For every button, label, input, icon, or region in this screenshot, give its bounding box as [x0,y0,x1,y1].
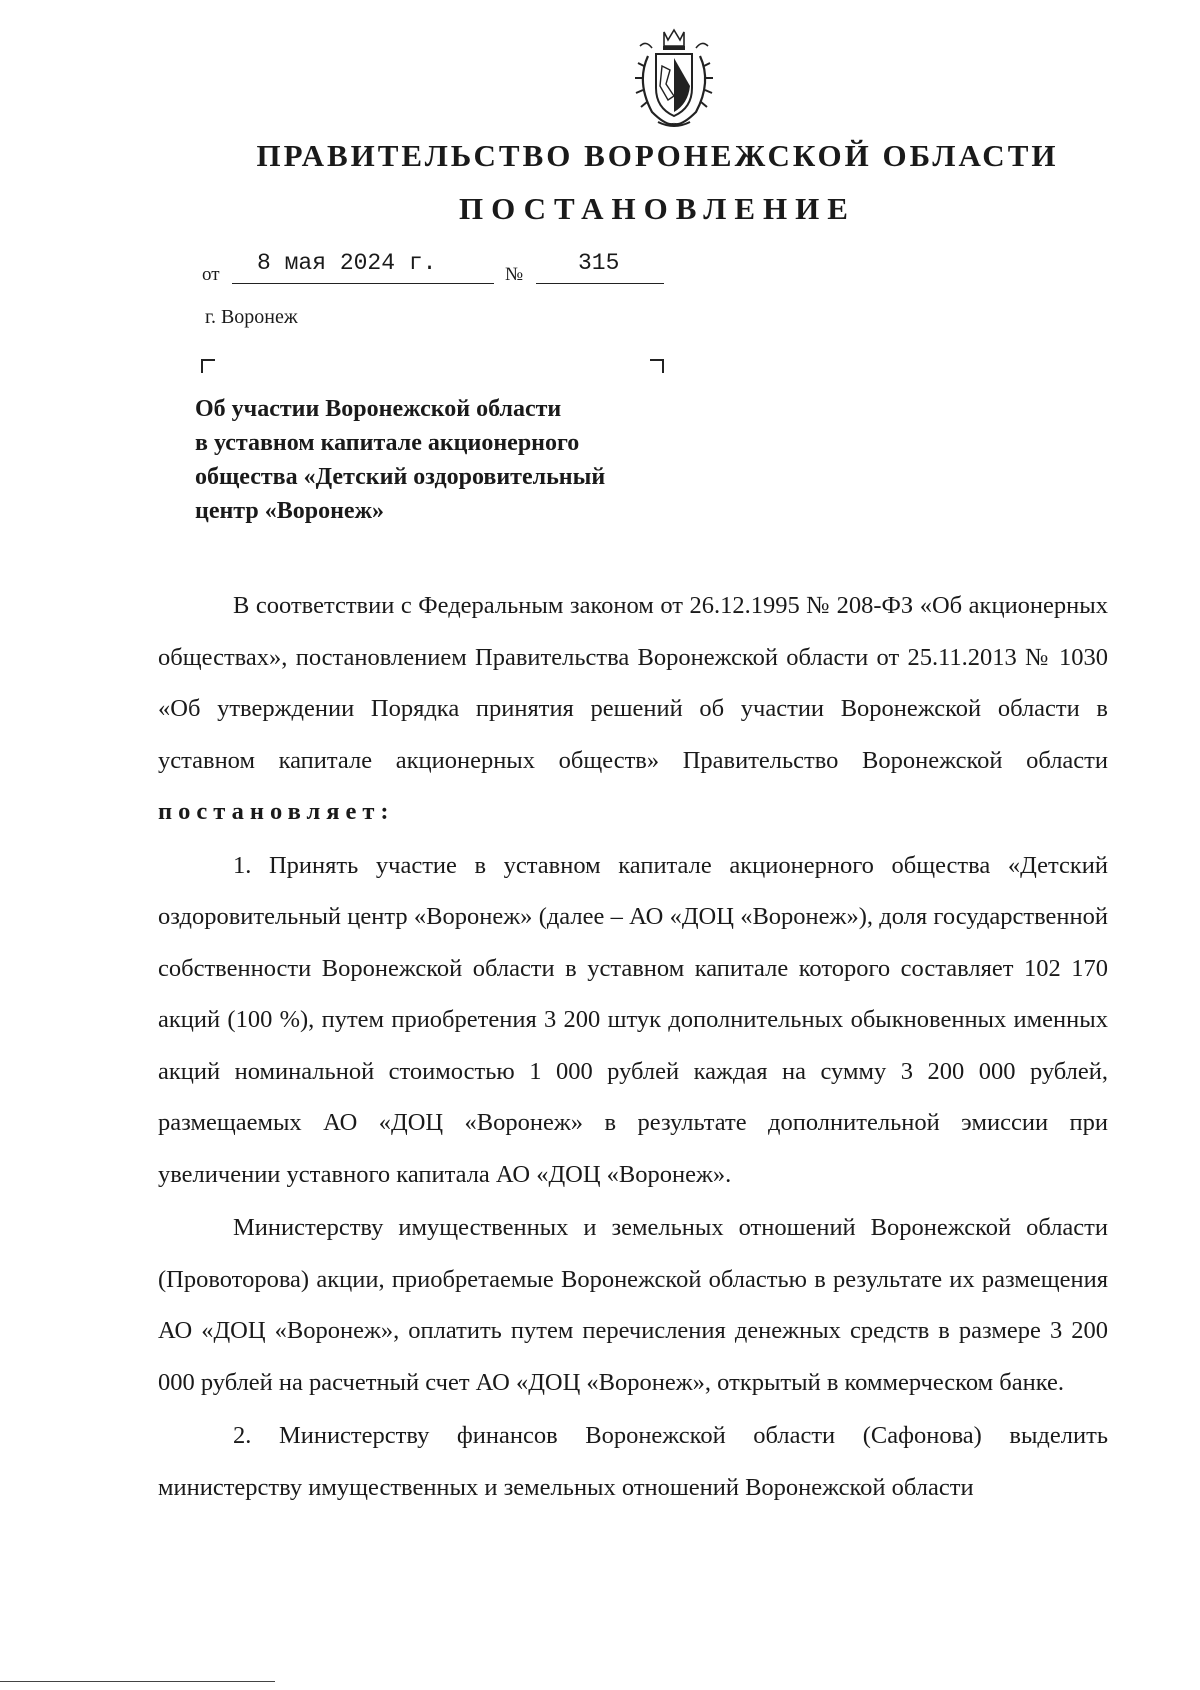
organization-title: ПРАВИТЕЛЬСТВО ВОРОНЕЖСКОЙ ОБЛАСТИ [256,138,1059,173]
number-underline [536,283,664,284]
subject-corner-right [650,359,664,373]
subject-line: в уставном капитале акционерного [195,430,580,456]
city: г. Воронеж [205,306,298,328]
subject-corner-left [201,359,215,373]
clause-1-payment-paragraph: Министерству имущественных и земельных отношений Воронежской области (Провоторова) акции, приобретаемые Воронежской областью в результате их размещения АО «ДОЦ «Воронеж», оплатить путем перечисления денежных средств в размере 3 200 000 рублей на расчетный счет АО «ДОЦ «Воронеж», открытый в коммерческом банке. [158,1214,1108,1396]
date-label: от [202,264,220,285]
preamble-text: В соответствии с Федеральным законом от 26.12.1995 № 208-ФЗ «Об акционерных обществах», постановлением Правительства Воронежской области от 25.11.2013 № 1030 «Об утверждении Порядка принятия решений об участии Воронежской области в уставном капитале акционерных обществ» Правительство Воронежской области [158,592,1108,774]
document-body [158,580,1108,1513]
coat-of-arms-icon [618,26,730,134]
document-number: 315 [578,250,620,276]
clause-2-paragraph: 2. Министерству финансов Воронежской области (Сафонова) выделить министерству имущественных и земельных отношений Воронежской области [158,1422,1108,1501]
subject-line: Об участии Воронежской области [195,396,562,422]
resolves-emphasis: постановляет: [158,798,395,825]
clause-1-paragraph: 1. Принять участие в уставном капитале акционерного общества «Детский оздоровительный центр «Воронеж» (далее – АО «ДОЦ «Воронеж»), доля государственной собственности Воронежской области в уставном капитале которого составляет 102 170 акций (100 %), путем приобретения 3 200 штук дополнительных обыкновенных именных акций номинальной стоимостью 1 000 рублей каждая на сумму 3 200 000 рублей, размещаемых АО «ДОЦ «Воронеж» в результате дополнительной эмиссии при увеличении уставного капитала АО «ДОЦ «Воронеж». [158,851,1108,1188]
date-underline [232,283,494,284]
document-meta [202,250,702,286]
document-subject [195,392,715,528]
document-date: 8 мая 2024 г. [257,250,437,276]
subject-line: центр «Воронеж» [195,498,384,524]
number-label: № [505,264,524,285]
subject-line: общества «Детский оздоровительный [195,464,606,490]
document-type: ПОСТАНОВЛЕНИЕ [459,191,856,226]
footnote-rule [0,1681,275,1682]
preamble-paragraph [158,580,1108,838]
